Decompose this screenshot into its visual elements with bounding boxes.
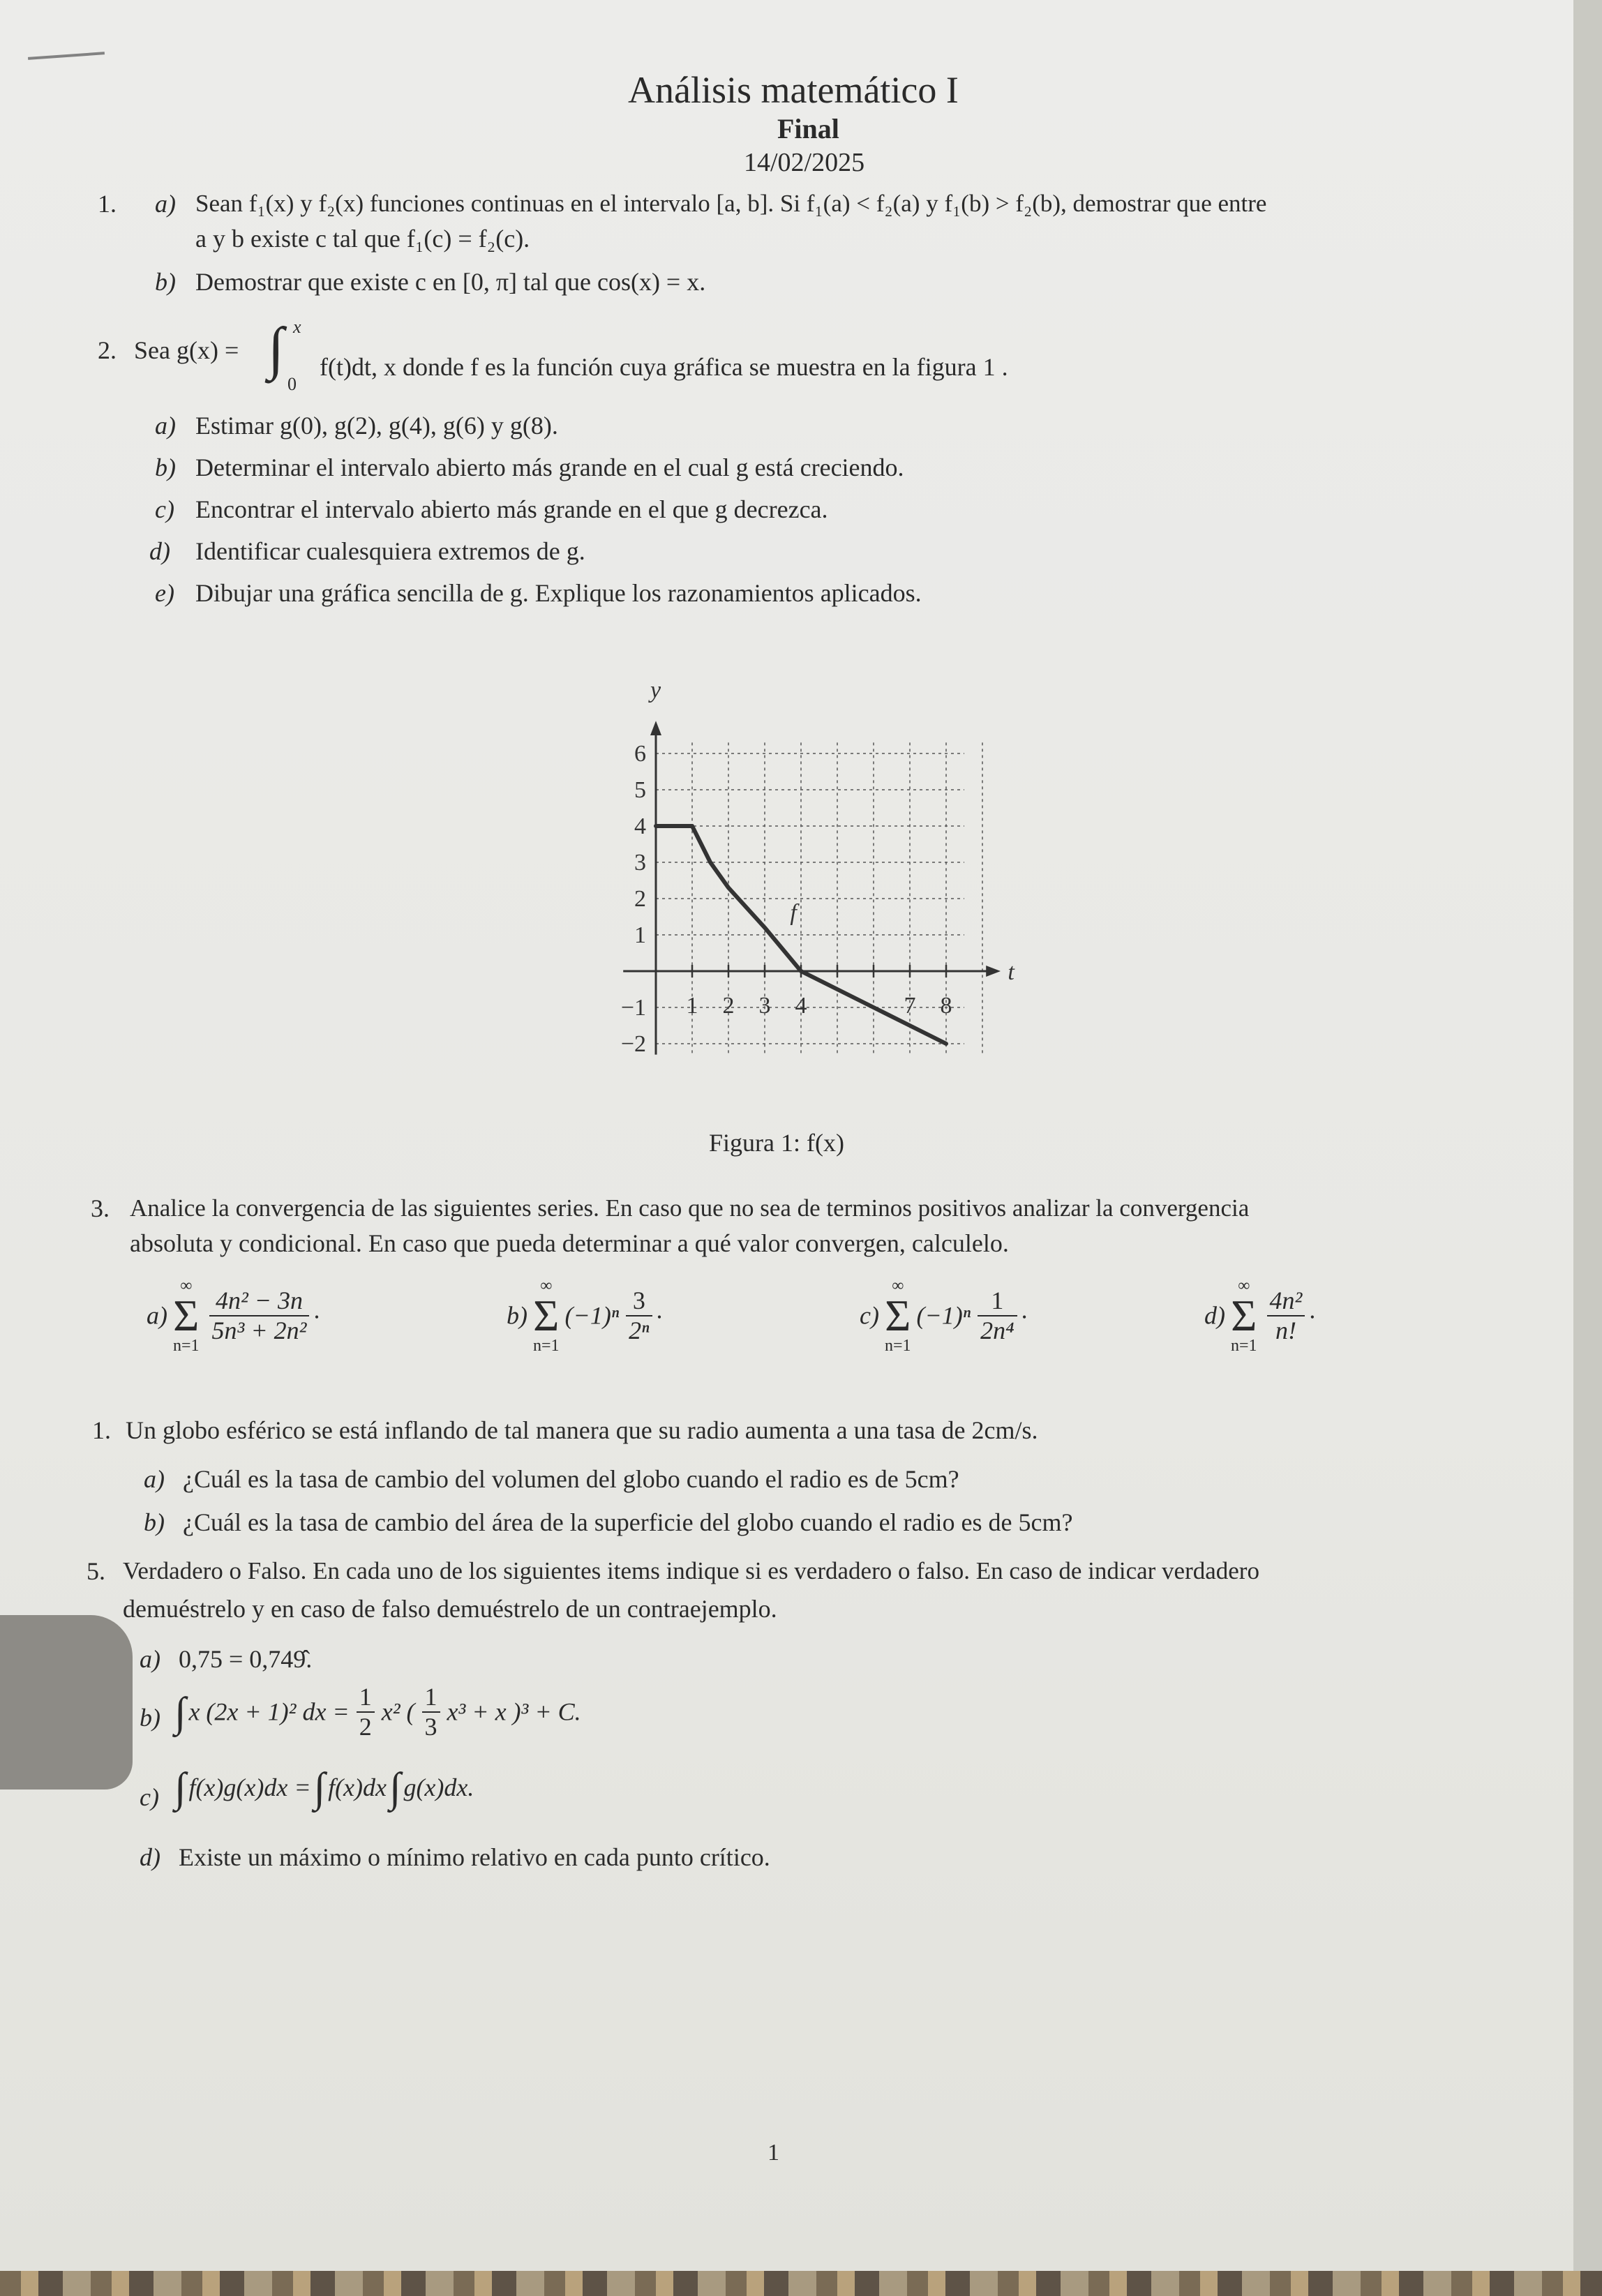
q5-c-formula: ∫ f(x)g(x)dx = ∫ f(x)dx ∫ g(x)dx.	[174, 1764, 474, 1810]
q2-c-text: Encontrar el intervalo abierto más grande en el que g decrezca.	[195, 495, 828, 523]
third-fraction: $\frac{1}{3}$	[422, 1683, 440, 1742]
q3-text: Analice la convergencia de las siguientes series. En caso que no sea de terminos positivos analizar la convergencia	[130, 1194, 1250, 1222]
q2-a-label: a)	[155, 412, 176, 440]
q2-integral-upper: x	[293, 317, 301, 337]
q2-d-label: d)	[149, 537, 170, 565]
q3-number: 3.	[91, 1194, 110, 1222]
q1-a-label: a)	[155, 190, 176, 218]
q3-d-label: d)	[1204, 1301, 1225, 1330]
x-axis-label: t	[1008, 959, 1015, 985]
q2-integral-lower: 0	[287, 374, 297, 394]
q2-a-text: Estimar g(0), g(2), g(4), g(6) y g(8).	[195, 412, 558, 440]
exam-title: Análisis matemático I	[628, 69, 959, 111]
y-axis-arrow	[650, 721, 661, 735]
half-fraction: $\frac{1}{2}$	[357, 1683, 375, 1742]
q5-a-label: a)	[140, 1645, 160, 1673]
x-tick-label: 7	[904, 993, 916, 1019]
q1-b-text: Demostrar que existe c en [0, π] tal que cos(x) = x.	[195, 268, 706, 296]
q3-c-fraction: $\frac{1}{\text{2n⁴}}$	[978, 1286, 1017, 1346]
integral-sign: ∫	[174, 1688, 186, 1735]
finger-shadow	[0, 1615, 133, 1789]
x-tick-label: 1	[686, 993, 698, 1019]
q5-b-formula: ∫ x (2x + 1)² dx = $\frac{1}{2}$ x² ( $\frac{1}{3}$ x³ + x )³ + C.	[174, 1683, 581, 1741]
y-tick-label: 6	[634, 741, 646, 767]
q2-intro-pre: Sea g(x) =	[134, 336, 239, 364]
paper-fold-shadow	[1573, 0, 1602, 2296]
q5-d-label: d)	[140, 1843, 160, 1871]
q3-c-label: c)	[860, 1301, 879, 1330]
x-axis-arrow	[986, 966, 1001, 977]
q5-number: 5.	[87, 1557, 105, 1585]
page-number: 1	[768, 2140, 779, 2166]
q5-b-label: b)	[140, 1704, 160, 1732]
q1-number: 1.	[98, 190, 117, 218]
y-tick-label: 3	[634, 850, 646, 876]
q4-text: Un globo esférico se está inflando de tal manera que su radio aumenta a una tasa de 2cm/s.	[126, 1416, 1038, 1444]
q4-number: 1.	[92, 1416, 111, 1444]
sum-sign: ∞ Σ n=1	[884, 1277, 911, 1355]
q5-a-text: 0,75 = 0,749̂.	[179, 1645, 313, 1673]
q2-e-label: e)	[155, 579, 174, 607]
q3-b-label: b)	[507, 1301, 527, 1330]
q1-a-text: Sean f₁(x) y f₂(x) funciones continuas en el intervalo [a, b]. Si f₁(a) < f₂(a) y f₁(b) > f₂(b), demostrar que entre	[195, 190, 1267, 217]
graph-grid	[656, 742, 982, 1054]
q3-b-fraction: $\frac{3}{\text{2ⁿ}}$	[626, 1286, 652, 1346]
exam-subtitle: Final	[777, 113, 839, 144]
q2-e-text: Dibujar una gráfica sencilla de g. Explique los razonamientos aplicados.	[195, 579, 922, 607]
q5-text: Verdadero o Falso. En cada uno de los siguientes items indique si es verdadero o falso. En caso de indicar verdadero	[123, 1557, 1259, 1584]
sum-sign: ∞ Σ n=1	[173, 1277, 200, 1355]
q2-integral-sign: ∫	[268, 316, 285, 381]
q2-number: 2.	[98, 336, 117, 364]
q5-text-cont: demuéstrelo y en caso de falso demuéstrelo de un contraejemplo.	[123, 1595, 777, 1623]
q5-c-label: c)	[140, 1783, 159, 1811]
q3-text-cont: absoluta y condicional. En caso que pueda determinar a qué valor convergen, calculelo.	[130, 1229, 1009, 1257]
q3-a-fraction: $\frac{\text{4n² − 3n}}{\text{5n³ + 2n²}}$	[209, 1286, 310, 1346]
figure-caption: Figura 1: f(x)	[709, 1129, 844, 1157]
y-tick-label: −1	[620, 995, 646, 1021]
x-tick-label: 3	[758, 993, 771, 1019]
q3-a-label: a)	[147, 1301, 167, 1330]
q1-b-label: b)	[155, 268, 176, 296]
q2-intro-post: f(t)dt, x donde f es la función cuya gráfica se muestra en la figura 1 .	[320, 353, 1008, 381]
y-tick-label: −2	[620, 1031, 646, 1057]
table-edge	[0, 2271, 1602, 2296]
q2-c-label: c)	[155, 495, 174, 523]
y-tick-label: 1	[634, 922, 646, 948]
q2-b-text: Determinar el intervalo abierto más grande en el cual g está creciendo.	[195, 453, 904, 481]
q4-a-text: ¿Cuál es la tasa de cambio del volumen del globo cuando el radio es de 5cm?	[183, 1465, 959, 1493]
q3-d-fraction: $\frac{\text{4n²}}{n!}$	[1267, 1286, 1305, 1346]
q3-series-b: b) ∞ Σ n=1 (−1)ⁿ $\frac{3}{\text{2ⁿ}}$ .	[507, 1277, 663, 1355]
q3-series-a: a) ∞ Σ n=1 $\frac{\text{4n² − 3n}}{\text{5n³ + 2n²}}$ .	[147, 1277, 320, 1355]
x-tick-label: 8	[940, 993, 952, 1019]
curve-label: f	[790, 900, 797, 926]
y-tick-label: 4	[634, 813, 646, 839]
y-axis-label: y	[650, 677, 661, 703]
integral-sign: ∫	[313, 1764, 326, 1810]
integral-sign: ∫	[389, 1764, 401, 1810]
q2-b-label: b)	[155, 453, 176, 481]
q4-b-label: b)	[144, 1508, 165, 1536]
q4-a-label: a)	[144, 1465, 165, 1493]
x-tick-label: 2	[722, 993, 735, 1019]
q3-series-c: c) ∞ Σ n=1 (−1)ⁿ $\frac{1}{\text{2n⁴}}$ .	[860, 1277, 1028, 1355]
q4-b-text: ¿Cuál es la tasa de cambio del área de la superficie del globo cuando el radio es de 5cm?	[183, 1508, 1073, 1536]
figure-1-graph	[572, 670, 1015, 1088]
y-tick-label: 5	[634, 777, 646, 803]
q5-d-text: Existe un máximo o mínimo relativo en cada punto crítico.	[179, 1843, 770, 1871]
q1-a-text-cont: a y b existe c tal que f₁(c) = f₂(c).	[195, 225, 530, 253]
sum-sign: ∞ Σ n=1	[1231, 1277, 1257, 1355]
sum-sign: ∞ Σ n=1	[533, 1277, 560, 1355]
exam-date: 14/02/2025	[744, 148, 865, 177]
y-tick-label: 2	[634, 886, 646, 912]
x-tick-label: 4	[795, 993, 807, 1019]
q2-d-text: Identificar cualesquiera extremos de g.	[195, 537, 585, 565]
q3-series-d: d) ∞ Σ n=1 $\frac{\text{4n²}}{n!}$ .	[1204, 1277, 1316, 1355]
integral-sign: ∫	[174, 1764, 186, 1810]
